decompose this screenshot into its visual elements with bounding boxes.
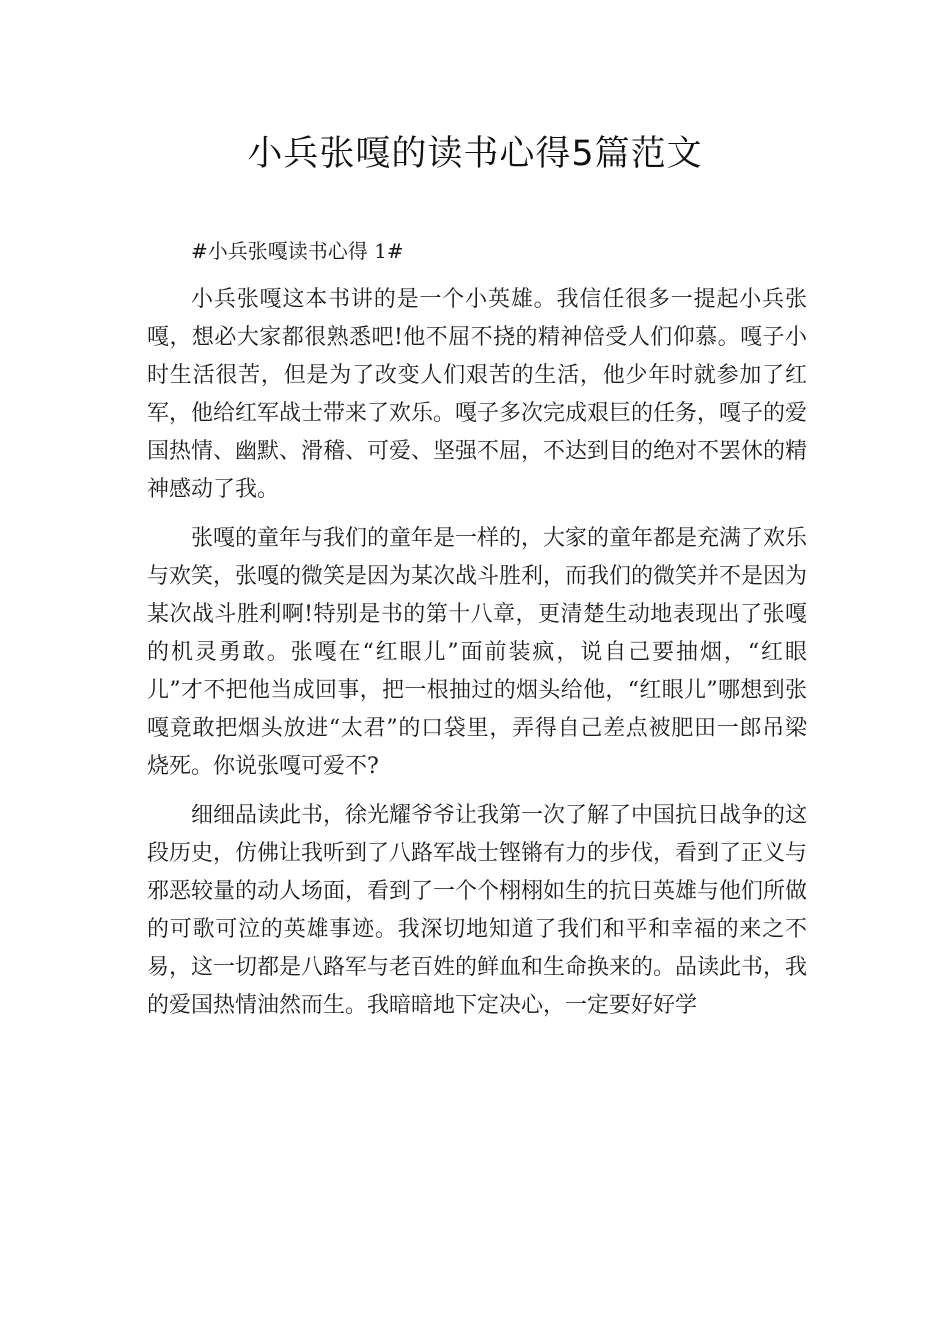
document-body [147,232,807,1036]
paragraph-3: 细细品读此书，徐光耀爷爷让我第一次了解了中国抗日战争的这段历史，仿佛让我听到了八路军战士铿锵有力的步伐，看到了正义与邪恶较量的动人场面，看到了一个个栩栩如生的抗日英雄与他们所做的可歌可泣的英雄事迹。我深切地知道了我们和平和幸福的来之不易，这一切都是八路军与老百姓的鲜血和生命换来的。品读此书，我的爱国热情油然而生。我暗暗地下定决心，一定要好好学 [147,803,808,1018]
paragraph-2: 张嘎的童年与我们的童年是一样的，大家的童年都是充满了欢乐与欢笑，张嘎的微笑是因为某次战斗胜利，而我们的微笑并不是因为某次战斗胜利啊!特别是书的第十八章，更清楚生动地表现出了张嘎的机灵勇敢。张嘎在“红眼儿”面前装疯，说自己要抽烟，“红眼儿”才不把他当成回事，把一根抽过的烟头给他，“红眼儿”哪想到张嘎竟敢把烟头放进“太君”的口袋里，弄得自己差点被肥田一郎吊梁烧死。你说张嘎可爱不? [147,526,808,779]
section-heading: #小兵张嘎读书心得 1# [191,239,404,263]
page-title: 小兵张嘎的读书心得5篇范文 [247,134,703,174]
paragraph-1: 小兵张嘎这本书讲的是一个小英雄。我信任很多一提起小兵张嘎，想必大家都很熟悉吧!他不屈不挠的精神倍受人们仰慕。嘎子小时生活很苦，但是为了改变人们艰苦的生活，他少年时就参加了红军，他给红军战士带来了欢乐。嘎子多次完成艰巨的任务，嘎子的爱国热情、幽默、滑稽、可爱、坚强不屈，不达到目的绝对不罢休的精神感动了我。 [147,287,808,502]
